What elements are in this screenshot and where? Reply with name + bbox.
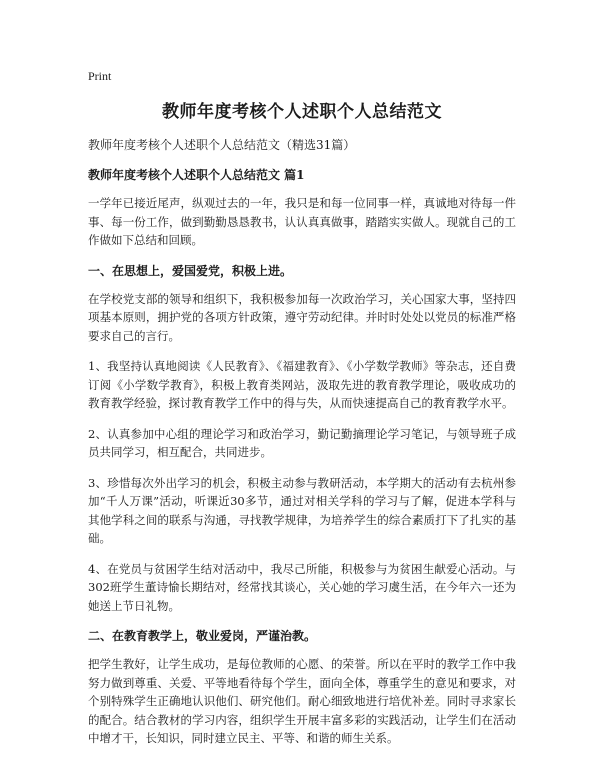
paragraph-1: 在学校党支部的领导和组织下，我积极参加每一次政治学习，关心国家大事，坚持四项基本原则，拥护党的各项方针政策，遵守劳动纪律。并时时处处以党员的标准严格要求自己的言行。: [88, 291, 516, 343]
paragraph-2: 1、我坚持认真地阅读《人民教育》、《福建教育》、《小学数学教师》等杂志，还自费订阅《小学数学教育》，积极上教育类网站，汲取先进的教育教学理论，吸收成功的教育教学经验，探讨教育教学工作中的得与失，从而快速提高自己的教育教学水平。: [88, 359, 516, 410]
intro-paragraph: 一学年已接近尾声，纵观过去的一年，我只是和每一位同事一样，真诚地对待每一件事、每一份工作，做到勤勤恳恳教书，认认真真做事，踏踏实实做人。现就自己的工作做如下总结和回顾。: [88, 196, 516, 247]
document-subtitle: 教师年度考核个人述职个人总结范文（精选31篇）: [88, 138, 356, 152]
section-heading: 教师年度考核个人述职个人总结范文 篇1: [88, 168, 305, 182]
print-link[interactable]: Print: [88, 69, 112, 83]
heading-teaching: 二、在教育教学上，敬业爱岗，严谨治教。: [88, 629, 317, 643]
paragraph-3: 2、认真参加中心组的理论学习和政治学习，勤记勤摘理论学习笔记，与领导班子成员共同学习，相互配合，共同进步。: [88, 426, 516, 459]
heading-ideology: 一、在思想上，爱国爱党，积极上进。: [88, 263, 293, 278]
paragraph-6: 把学生教好，让学生成功，是每位教师的心愿、的荣誉。所以在平时的教学工作中我努力做到尊重、关爱、平等地看待每个学生，面向全体，尊重学生的意见和要求，对个别特殊学生正确地认识他们、研究他们。耐心细致地进行培优补差。同时寻求家长的配合。结合教材的学习内容，组织学生开展丰富多彩的实践活动，让学生们在活动中增才干，长知识，同时建立民主、平等、和谐的师生关系。: [88, 657, 516, 745]
document-title: 教师年度考核个人述职个人总结范文: [162, 102, 442, 122]
paragraph-5: 4、在党员与贫困学生结对活动中，我尽己所能，积极参与为贫困生献爱心活动。与302班学生董诗愉长期结对，经常找其谈心，关心她的学习虞生活，在今年六一还为她送上节日礼物。: [88, 561, 516, 613]
paragraph-4: 3、珍惜每次外出学习的机会，积极主动参与教研活动，本学期大的活动有去杭州参加“千人万课”活动，听课近30多节，通过对相关学科的学习与了解，促进本学科与其他学科之间的联系与沟通，寻找教学规律，为培养学生的综合素质打下了扎实的基础。: [88, 475, 516, 545]
